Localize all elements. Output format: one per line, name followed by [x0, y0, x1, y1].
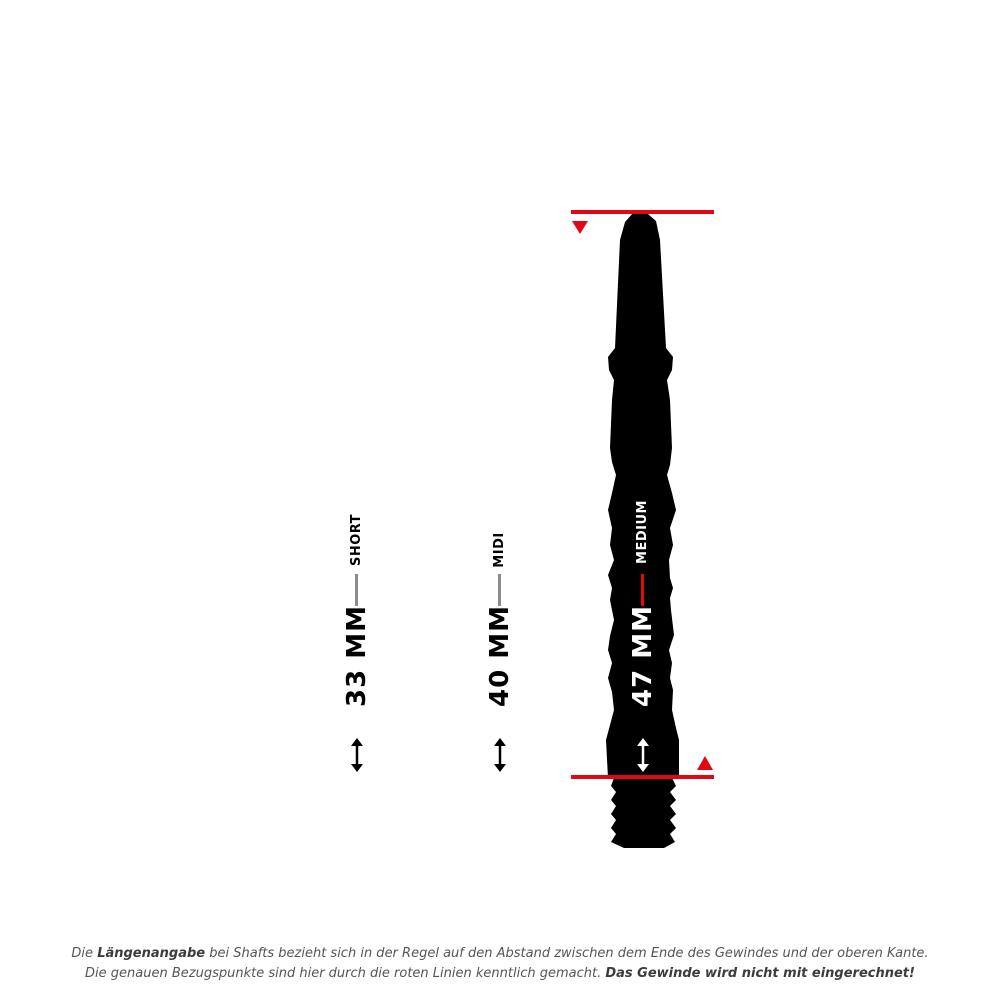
medium-length-label: 47 MM	[628, 605, 658, 707]
medium-size-label: MEDIUM	[635, 500, 650, 564]
footnote-line-1-bold: Längenangabe	[97, 946, 206, 961]
footnote-line-2-bold: Das Gewinde wird nicht mit eingerechnet!	[605, 966, 915, 981]
top-triangle-marker-icon	[572, 221, 588, 234]
midi-double-arrow-icon	[491, 738, 509, 772]
midi-size-label: MIDI	[492, 532, 507, 568]
shaft-thread	[611, 778, 676, 848]
midi-length-label: 40 MM	[485, 605, 515, 707]
short-length-label: 33 MM	[342, 605, 372, 707]
short-size-label: SHORT	[349, 513, 364, 567]
footnote	[0, 944, 1000, 984]
short-double-arrow-icon	[348, 738, 366, 772]
medium-double-arrow-icon	[634, 738, 652, 772]
footnote-line-1-post: bei Shafts bezieht sich in der Regel auf den Abstand zwischen dem Ende des Gewindes und der oberen Kante.	[205, 946, 929, 961]
bottom-triangle-marker-icon	[697, 756, 713, 770]
footnote-line-1-pre: Die	[71, 946, 98, 961]
footnote-line-2	[0, 964, 1000, 984]
footnote-line-1	[0, 944, 1000, 964]
footnote-line-2-pre: Die genauen Bezugspunkte sind hier durch die roten Linien kenntlich gemacht.	[85, 966, 606, 981]
